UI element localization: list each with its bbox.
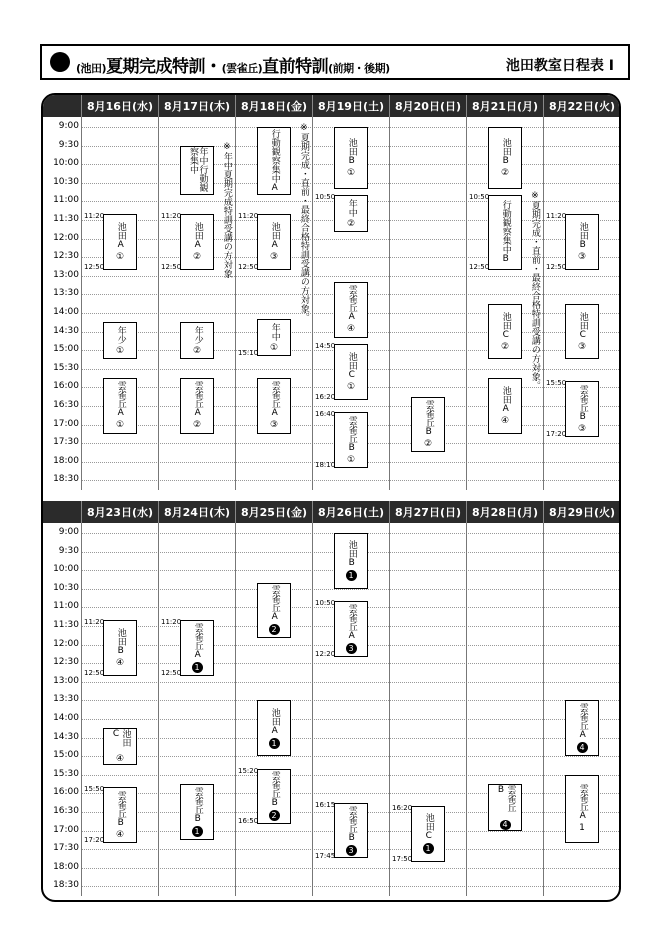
session-number: 1 <box>192 826 203 837</box>
class-name: 池田B <box>346 540 357 569</box>
class-name: 池田A <box>192 221 203 250</box>
session-number: ② <box>500 341 510 352</box>
class-name: 雲雀丘B <box>346 805 357 843</box>
start-time: 11:20 <box>161 211 182 220</box>
time-label: 15:00 <box>53 750 79 761</box>
end-time: 18:10 <box>315 461 336 469</box>
time-gridline <box>81 775 619 776</box>
start-time: 11:20 <box>546 211 567 220</box>
time-label: 18:30 <box>53 880 79 891</box>
time-gridline <box>81 886 619 887</box>
class-name: 雲雀丘B <box>496 785 516 813</box>
session-number: 1 <box>579 823 585 834</box>
end-time: 17:45 <box>315 851 336 860</box>
class-block[interactable] <box>488 304 522 360</box>
day-header-6: 8月21日(月) <box>466 95 543 117</box>
session-number: ④ <box>115 657 125 668</box>
time-label: 13:30 <box>53 288 79 299</box>
start-time: 16:20 <box>392 803 413 812</box>
time-label: 9:30 <box>58 545 79 556</box>
session-number: ① <box>346 381 356 392</box>
time-label: 12:00 <box>53 232 79 243</box>
note-text: ※夏期完成・直前・最終合格特訓受講の方対象。 <box>298 123 309 322</box>
time-label: 9:30 <box>58 139 79 150</box>
time-label: 14:30 <box>53 325 79 336</box>
class-block[interactable] <box>488 378 522 434</box>
start-time: 10:50 <box>315 599 336 608</box>
class-block[interactable] <box>257 214 291 270</box>
session-number: ① <box>346 168 356 178</box>
class-name: 池田B <box>577 221 588 250</box>
title-middle: (雲雀丘) <box>221 62 263 75</box>
class-block[interactable] <box>103 214 137 270</box>
end-time: 17:20 <box>84 836 105 844</box>
school-schedule-label: 池田教室日程表 Ⅰ <box>505 58 614 74</box>
start-time: 15:50 <box>546 379 567 388</box>
class-name: 池田A <box>115 221 126 250</box>
time-label: 9:00 <box>58 121 79 131</box>
class-name: 行動観察集中B <box>500 200 511 265</box>
time-header <box>43 95 81 117</box>
class-name: 年少 <box>115 325 126 344</box>
time-label: 17:30 <box>53 437 79 448</box>
session-number: 1 <box>346 570 357 581</box>
time-label: 13:00 <box>53 269 79 280</box>
time-gridline <box>81 793 619 794</box>
time-label: 13:00 <box>53 675 79 686</box>
day-divider <box>543 523 544 896</box>
time-label: 14:00 <box>53 307 79 317</box>
day-divider <box>312 117 313 490</box>
end-time: 12:50 <box>84 262 105 271</box>
class-name: 池田A <box>500 385 511 414</box>
class-block[interactable] <box>565 775 599 843</box>
bullet-icon <box>50 52 70 72</box>
end-time: 12:50 <box>238 262 259 271</box>
class-name: 雲雀丘B <box>577 384 588 422</box>
end-time: 12:50 <box>469 262 490 271</box>
class-block[interactable] <box>565 700 599 756</box>
time-label: 16:00 <box>53 787 79 798</box>
time-label: 12:00 <box>53 638 79 649</box>
session-number: ④ <box>115 754 125 765</box>
class-block[interactable] <box>334 282 368 338</box>
title-part1: 夏期完成特訓・ <box>106 57 222 77</box>
time-label: 13:30 <box>53 694 79 705</box>
class-name: 行動観察集中A <box>269 129 280 194</box>
session-number: 1 <box>269 738 280 749</box>
session-number: ② <box>500 168 510 178</box>
class-block[interactable] <box>334 344 368 400</box>
class-name: 雲雀丘A <box>346 285 357 323</box>
session-number: 3 <box>346 643 357 654</box>
class-block[interactable] <box>103 378 137 434</box>
note-text: ※夏期完成・直前・最終合格特訓受講の方対象。 <box>529 191 540 391</box>
day-header-1: 8月23日(水) <box>81 501 158 523</box>
schedule-grid <box>41 93 621 902</box>
start-time: 15:20 <box>238 766 259 775</box>
day-header-3: 8月18日(金) <box>235 95 312 117</box>
time-label: 18:00 <box>53 455 79 466</box>
day-divider <box>466 117 467 490</box>
end-time: 16:50 <box>238 817 259 826</box>
class-name: 雲雀丘B <box>423 400 434 438</box>
class-name: 池田B <box>346 138 357 166</box>
time-label: 10:30 <box>53 176 79 187</box>
class-block[interactable] <box>488 195 522 269</box>
time-label: 14:00 <box>53 713 79 723</box>
class-block[interactable] <box>257 127 291 195</box>
class-name: 雲雀丘A <box>192 622 203 660</box>
day-header-2: 8月24日(木) <box>158 501 235 523</box>
session-number: ① <box>115 420 125 431</box>
week2-block <box>43 501 619 898</box>
day-header-4: 8月26日(土) <box>312 501 389 523</box>
session-number: ① <box>346 454 356 465</box>
time-gridline <box>81 663 619 664</box>
time-gridline <box>81 738 619 739</box>
class-name: 年中行動観察集中 <box>188 146 208 192</box>
time-header <box>43 501 81 523</box>
session-number: ① <box>269 342 279 353</box>
class-name: 池田C <box>423 813 434 842</box>
day-header-7: 8月22日(火) <box>543 95 620 117</box>
class-name: 池田B <box>115 627 126 656</box>
title-prefix: (池田) <box>76 62 107 75</box>
session-number: ② <box>192 420 202 431</box>
end-time: 15:10 <box>238 349 259 358</box>
time-label: 10:00 <box>53 158 79 169</box>
class-name: 池田A <box>269 707 280 736</box>
day-divider <box>620 523 621 896</box>
session-number: ② <box>423 439 433 450</box>
class-name: 雲雀丘A <box>115 381 126 419</box>
day-header-1: 8月16日(水) <box>81 95 158 117</box>
time-gridline <box>81 406 619 407</box>
class-block[interactable] <box>334 601 368 657</box>
time-label: 9:00 <box>58 527 79 537</box>
day-divider <box>312 523 313 896</box>
class-name: 雲雀丘B <box>269 771 280 809</box>
start-time: 11:20 <box>161 617 182 626</box>
day-header-6: 8月28日(月) <box>466 501 543 523</box>
time-label: 15:30 <box>53 768 79 779</box>
time-label: 18:00 <box>53 861 79 872</box>
class-block[interactable] <box>334 127 368 189</box>
class-block[interactable] <box>334 412 368 468</box>
day-divider <box>466 523 467 896</box>
class-block[interactable] <box>334 803 368 859</box>
day-divider <box>158 117 159 490</box>
session-number: 1 <box>192 662 203 673</box>
session-number: 3 <box>346 845 357 856</box>
start-time: 10:50 <box>315 193 336 202</box>
session-number: ① <box>115 251 125 262</box>
end-time: 12:50 <box>161 668 182 677</box>
time-label: 16:30 <box>53 806 79 816</box>
session-number: ② <box>346 218 356 229</box>
day-header-3: 8月25日(金) <box>235 501 312 523</box>
time-label: 11:30 <box>53 214 79 224</box>
class-name: 雲雀丘A <box>269 381 280 419</box>
class-name: 年中 <box>269 322 280 341</box>
time-gridline <box>81 719 619 720</box>
time-gridline <box>81 480 619 481</box>
class-block[interactable] <box>488 127 522 189</box>
time-label: 16:00 <box>53 381 79 392</box>
day-divider <box>235 523 236 896</box>
class-name: 池田C <box>111 729 131 748</box>
time-gridline <box>81 700 619 701</box>
day-divider <box>81 523 82 896</box>
day-divider <box>620 117 621 490</box>
time-label: 12:30 <box>53 251 79 262</box>
class-name: 雲雀丘A <box>346 604 357 642</box>
session-number: 4 <box>577 742 588 753</box>
class-block[interactable] <box>334 533 368 589</box>
start-time: 11:20 <box>238 211 259 220</box>
class-name: 年中 <box>346 198 357 217</box>
time-gridline <box>81 589 619 590</box>
time-label: 10:30 <box>53 582 79 593</box>
session-number: ② <box>192 345 202 356</box>
time-gridline <box>81 756 619 757</box>
day-divider <box>235 117 236 490</box>
time-label: 11:30 <box>53 620 79 630</box>
session-number: ③ <box>577 251 587 262</box>
end-time: 17:50 <box>392 854 413 863</box>
class-block[interactable] <box>334 195 368 232</box>
day-divider <box>158 523 159 896</box>
class-block[interactable] <box>411 806 445 862</box>
time-gridline <box>81 868 619 869</box>
time-label: 15:00 <box>53 344 79 355</box>
session-number: ④ <box>346 324 356 335</box>
week1-block <box>43 95 619 492</box>
class-block[interactable] <box>257 378 291 434</box>
start-time: 11:20 <box>84 211 105 220</box>
end-time: 16:20 <box>315 392 336 401</box>
session-number: ③ <box>269 420 279 431</box>
end-time: 12:50 <box>161 262 182 271</box>
class-block[interactable] <box>180 784 214 840</box>
class-name: 雲雀丘B <box>192 786 203 824</box>
day-divider <box>389 523 390 896</box>
start-time: 15:50 <box>84 785 105 794</box>
time-label: 14:30 <box>53 731 79 742</box>
class-name: 年少 <box>192 325 203 344</box>
class-block[interactable] <box>180 322 214 359</box>
class-block[interactable] <box>257 700 291 756</box>
session-number: 2 <box>269 810 280 821</box>
day-header-7: 8月29日(火) <box>543 501 620 523</box>
class-name: 池田A <box>269 221 280 250</box>
class-block[interactable] <box>488 784 522 831</box>
session-number: ③ <box>577 341 587 352</box>
time-label: 10:00 <box>53 564 79 575</box>
class-block[interactable] <box>103 620 137 676</box>
day-divider <box>543 117 544 490</box>
class-block[interactable] <box>565 381 599 437</box>
title-suffix: (前期・後期) <box>328 62 390 75</box>
end-time: 17:20 <box>546 430 567 438</box>
start-time: 10:50 <box>469 193 490 202</box>
session-number: ③ <box>269 251 279 262</box>
time-label: 17:00 <box>53 418 79 429</box>
class-block[interactable] <box>180 620 214 676</box>
class-block[interactable] <box>103 728 137 765</box>
time-label: 12:30 <box>53 657 79 668</box>
end-time: 12:50 <box>84 668 105 677</box>
session-number: ② <box>192 251 202 262</box>
time-label: 17:30 <box>53 843 79 854</box>
time-gridline <box>81 682 619 683</box>
class-name: 雲雀丘A <box>577 703 588 741</box>
time-label: 15:30 <box>53 362 79 373</box>
class-block[interactable] <box>411 397 445 453</box>
time-label: 18:30 <box>53 474 79 485</box>
class-block[interactable] <box>180 378 214 434</box>
session-number: ④ <box>115 829 125 840</box>
end-time: 12:50 <box>546 262 567 271</box>
session-number: 4 <box>500 820 511 830</box>
class-block[interactable] <box>257 319 291 356</box>
class-block[interactable] <box>103 787 137 843</box>
day-header-5: 8月20日(日) <box>389 95 466 117</box>
class-name: 雲雀丘A <box>269 585 280 623</box>
class-block[interactable] <box>565 214 599 270</box>
class-name: 雲雀丘B <box>346 415 357 453</box>
time-label: 16:30 <box>53 400 79 410</box>
class-block[interactable] <box>257 769 291 825</box>
class-block[interactable] <box>103 322 137 359</box>
note-text: ※年中夏期完成特訓受講の方対象 <box>221 141 232 278</box>
start-time: 16:40 <box>315 410 336 419</box>
page-header <box>40 44 630 80</box>
day-header-2: 8月17日(木) <box>158 95 235 117</box>
title-part2: 直前特訓 <box>262 57 329 77</box>
time-label: 17:00 <box>53 824 79 835</box>
class-block[interactable] <box>257 583 291 639</box>
class-block[interactable] <box>565 304 599 360</box>
class-name: 雲雀丘A <box>192 381 203 419</box>
class-block[interactable] <box>180 214 214 270</box>
class-name: 池田C <box>577 311 588 340</box>
session-number: ④ <box>500 415 510 426</box>
day-header-4: 8月19日(土) <box>312 95 389 117</box>
session-number: ③ <box>577 423 587 434</box>
session-number: 2 <box>269 624 280 635</box>
day-header-5: 8月27日(日) <box>389 501 466 523</box>
day-divider <box>81 117 82 490</box>
class-block[interactable] <box>180 146 214 196</box>
start-time: 11:20 <box>84 617 105 626</box>
time-label: 11:00 <box>53 195 79 206</box>
end-time: 12:20 <box>315 650 336 658</box>
start-time: 16:15 <box>315 800 336 809</box>
class-name: 雲雀丘A <box>577 784 588 822</box>
start-time: 14:50 <box>315 342 336 350</box>
class-name: 雲雀丘B <box>115 790 126 828</box>
page-title <box>76 52 390 77</box>
session-number: ① <box>115 345 125 356</box>
day-divider <box>389 117 390 490</box>
class-name: 池田C <box>346 351 357 380</box>
class-name: 池田C <box>500 311 511 340</box>
time-label: 11:00 <box>53 601 79 612</box>
session-number: 1 <box>423 843 434 854</box>
class-name: 池田B <box>500 138 511 166</box>
